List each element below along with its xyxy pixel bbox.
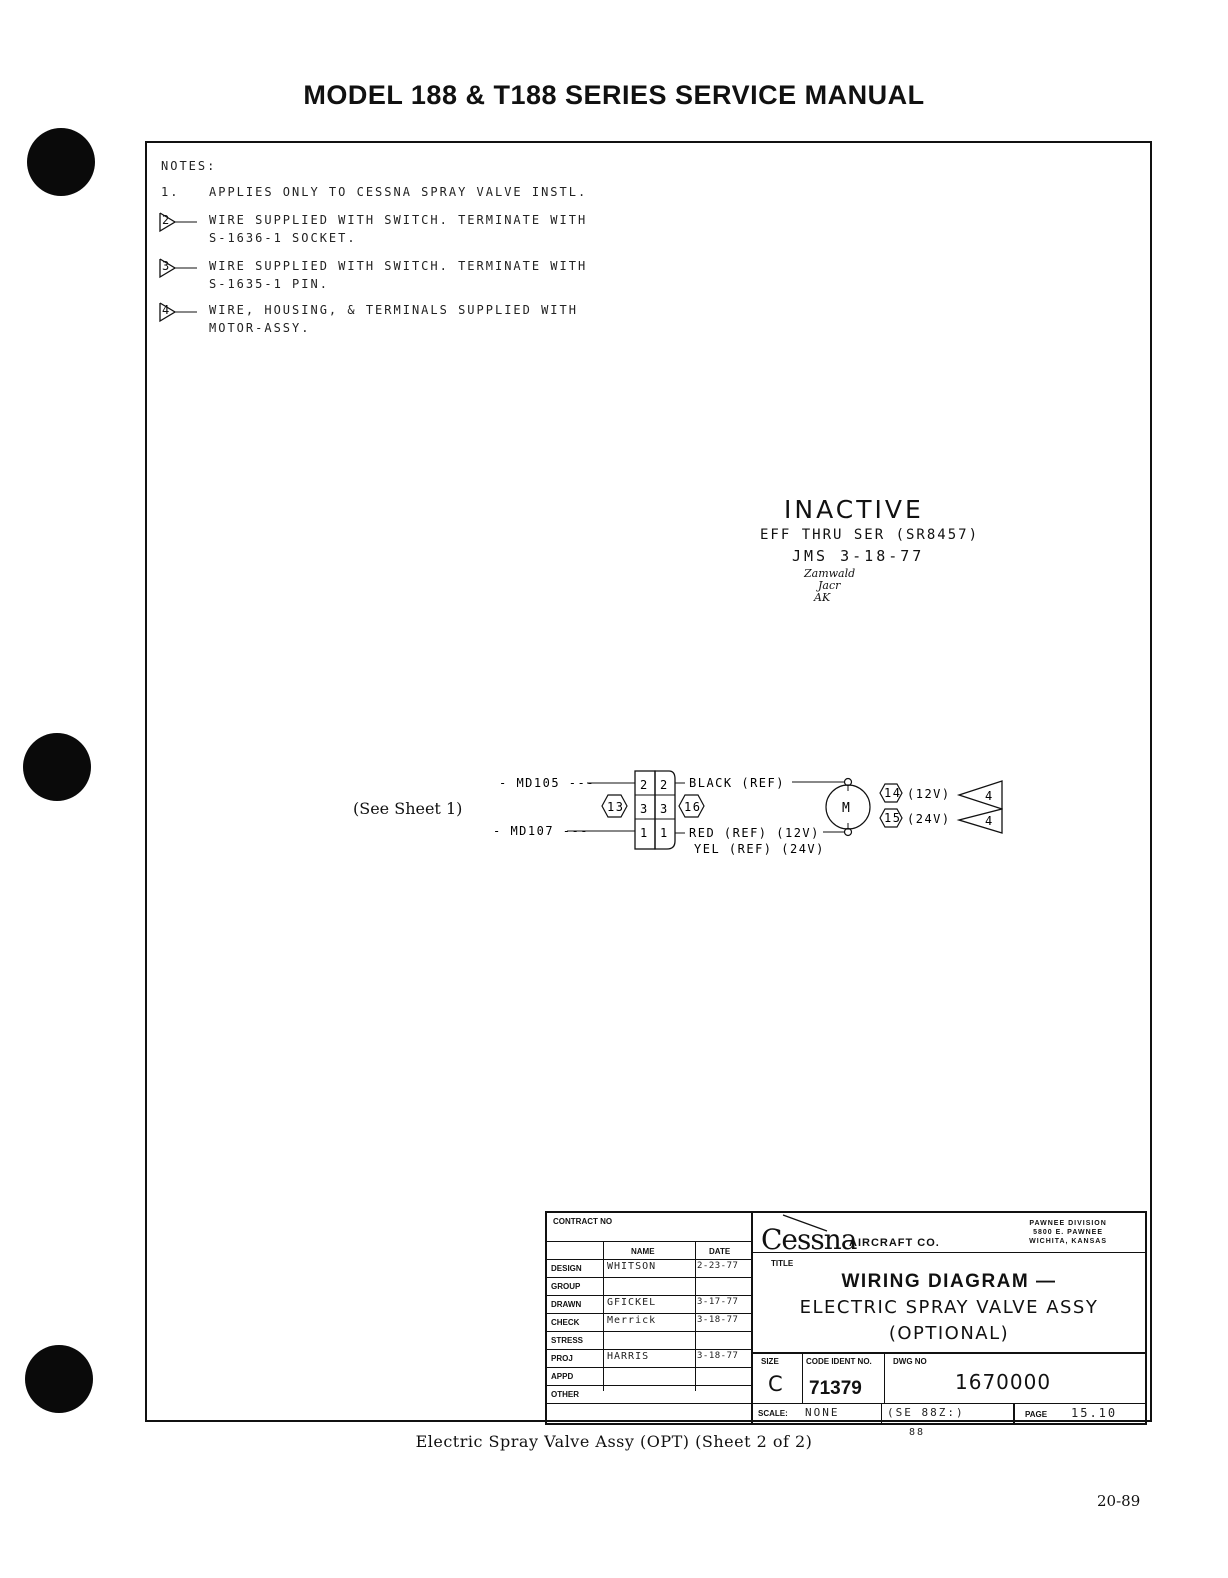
signature: Jacr [818, 579, 841, 592]
note-text: APPLIES ONLY TO CESSNA SPRAY VALVE INSTL. [209, 185, 588, 199]
wire-label-bottom: - MD107 --- [493, 824, 589, 838]
connector-pin: 2 [660, 778, 669, 792]
hex-ref-right [679, 795, 704, 817]
company-logo: Cessna [761, 1223, 857, 1256]
svg-text:14: 14 [884, 786, 902, 800]
division-address: PAWNEE DIVISION 5800 E. PAWNEE WICHITA, KANSAS [1029, 1220, 1107, 1245]
scale-value: NONE [805, 1406, 840, 1419]
svg-text:13: 13 [607, 800, 625, 814]
approval-table [547, 1213, 753, 1423]
svg-text:15: 15 [884, 811, 902, 825]
approval-row-label: CHECK [551, 1318, 580, 1327]
approval-row-date: 3-18-77 [697, 1351, 739, 1361]
note-text: WIRE SUPPLIED WITH SWITCH. TERMINATE WITH [209, 259, 588, 273]
connector-pin: 3 [660, 802, 669, 816]
lead-label-bottom: RED (REF) (12V) [689, 826, 820, 840]
approval-row-label: GROUP [551, 1282, 581, 1291]
contract-label: CONTRACT NO [553, 1217, 613, 1226]
drawing-title [753, 1253, 1145, 1354]
dwg-no-cell: DWG NO 1670000 [885, 1354, 1145, 1404]
note-text: WIRE SUPPLIED WITH SWITCH. TERMINATE WITH [209, 213, 588, 227]
sheet-ref-below: 88 [909, 1427, 926, 1438]
svg-text:16: 16 [684, 800, 702, 814]
approval-row-date: 2-23-77 [697, 1261, 739, 1271]
inactive-status: INACTIVE [784, 495, 924, 524]
connector-pin: 1 [640, 826, 649, 840]
connector-pin: 1 [660, 826, 669, 840]
approval-row-date: 3-18-77 [697, 1315, 739, 1325]
connector [635, 771, 675, 849]
connector-pin: 3 [640, 802, 649, 816]
company-suffix: AIRCRAFT CO. [849, 1237, 940, 1249]
note-text-cont: MOTOR-ASSY. [209, 321, 311, 335]
signature: Zamwald [804, 567, 856, 580]
approval-row-name: Merrick [607, 1315, 657, 1326]
effectivity-text: EFF THRU SER (SR8457) [760, 527, 980, 543]
title-line-3: (OPTIONAL) [888, 1323, 1010, 1344]
approval-row-date: 3-17-77 [697, 1297, 739, 1307]
note-flag-icon: 3 [159, 257, 199, 279]
binder-hole-middle [23, 733, 91, 801]
page-value: 15.10 [1071, 1406, 1118, 1420]
size-value: C [768, 1372, 783, 1396]
approval-row-name: HARRIS [607, 1351, 650, 1362]
code-ident-value: 71379 [809, 1378, 862, 1399]
title-block [545, 1211, 1147, 1425]
page-header: MODEL 188 & T188 SERIES SERVICE MANUAL [303, 80, 925, 110]
hex-ref-left [602, 795, 627, 817]
title-line-2: ELECTRIC SPRAY VALVE ASSY [799, 1297, 1099, 1318]
title-label: TITLE [771, 1259, 794, 1268]
connector-pin: 2 [640, 778, 649, 792]
binder-hole-top [27, 128, 95, 196]
title-line-1: WIRING DIAGRAM — [841, 1271, 1057, 1292]
date-column-header: DATE [709, 1247, 731, 1256]
motor-symbol [826, 785, 870, 829]
approval-row-label: OTHER [551, 1390, 579, 1399]
note-text-cont: S-1635-1 PIN. [209, 277, 329, 291]
binder-hole-bottom [25, 1345, 93, 1413]
dwg-no-value: 1670000 [955, 1370, 1052, 1394]
svg-text:4: 4 [985, 814, 994, 828]
size-cell: SIZE C [753, 1354, 803, 1404]
hex-ref-12v [880, 784, 951, 802]
approval-row-name: GFICKEL [607, 1297, 657, 1308]
drawing-sheet [145, 141, 1152, 1438]
see-sheet-reference: (See Sheet 1) [353, 799, 463, 818]
svg-text:(12V): (12V) [907, 787, 951, 801]
svg-text:4: 4 [985, 789, 994, 803]
approval-row-label: APPD [551, 1372, 574, 1381]
scale-row: SCALE: NONE (SE 88Z:) PAGE 15.10 [753, 1404, 1145, 1423]
svg-text:(24V): (24V) [907, 812, 951, 826]
signature: AK [814, 591, 831, 604]
sheet-ref: (SE 88Z:) [887, 1406, 965, 1419]
initials-date: JMS 3-18-77 [792, 547, 925, 565]
approval-row-label: DRAWN [551, 1300, 582, 1309]
lead-label-top: BLACK (REF) [689, 776, 785, 790]
figure-caption: Electric Spray Valve Assy (OPT) (Sheet 2 of 2) [415, 1432, 813, 1451]
page-number: 20-89 [1097, 1492, 1141, 1510]
svg-text:M: M [842, 801, 850, 816]
name-column-header: NAME [631, 1247, 655, 1256]
note-text-cont: S-1636-1 SOCKET. [209, 231, 357, 245]
note-text: WIRE, HOUSING, & TERMINALS SUPPLIED WITH [209, 303, 578, 317]
note-number: 1. [161, 185, 180, 199]
approval-row-label: PROJ [551, 1354, 573, 1363]
lead-label-bottom-alt: YEL (REF) (24V) [694, 842, 825, 856]
hex-ref-24v [880, 809, 951, 827]
note-flag-icon: 2 [159, 211, 199, 233]
note-flag-icon [959, 781, 1002, 833]
logo-swoosh-icon [779, 1213, 839, 1233]
approval-row-name: WHITSON [607, 1261, 657, 1272]
approval-row-label: DESIGN [551, 1264, 582, 1273]
company-header [753, 1213, 1145, 1256]
wire-label-top: - MD105 --- [499, 776, 595, 790]
notes-title: NOTES: [161, 159, 217, 173]
note-flag-icon: 4 [159, 301, 199, 323]
code-ident-cell: CODE IDENT NO. 71379 [803, 1354, 885, 1404]
approval-row-label: STRESS [551, 1336, 584, 1345]
